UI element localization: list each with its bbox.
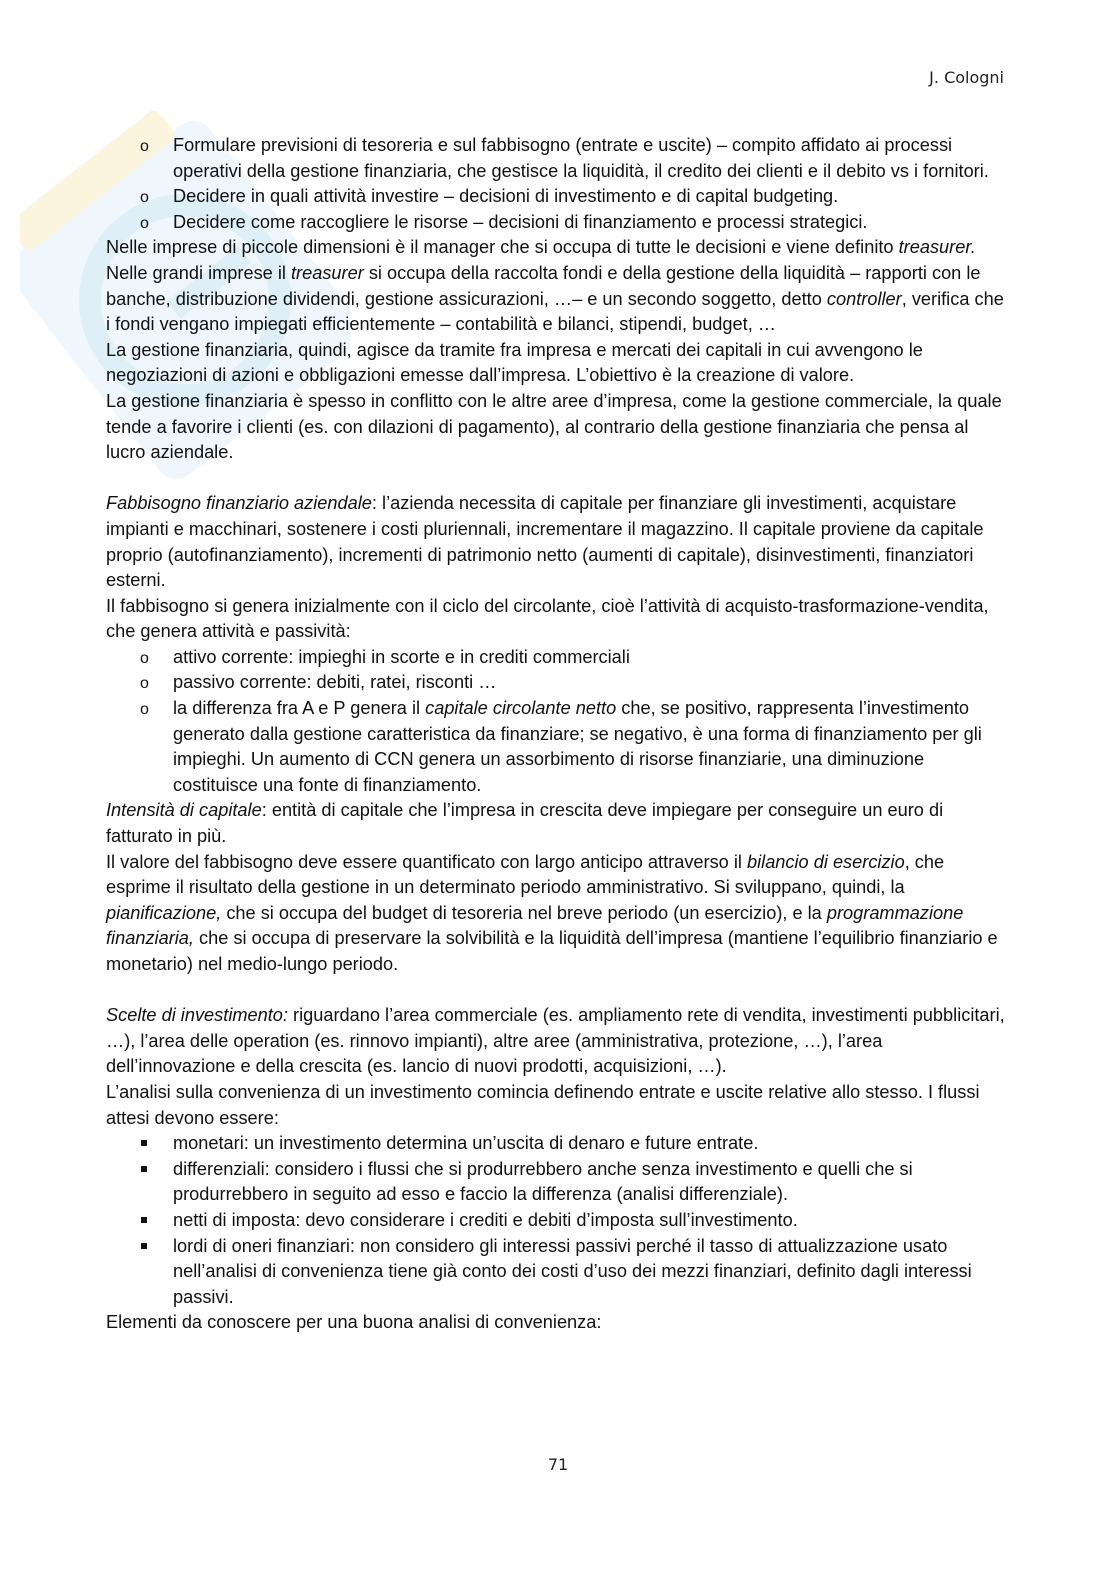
flussi-list [106, 1131, 1006, 1310]
page-number: 71 [547, 1455, 569, 1474]
page-header-author: J. Cologni [929, 68, 1004, 87]
paragraph-fabbisogno: Fabbisogno finanziario aziendale: l’azienda necessita di capitale per finanziare gli investimenti, acquistare impianti e macchinari, sostenere i costi pluriennali, incrementare il magazzino. Il capitale proviene da capitale proprio (autofinanziamento), incrementi di patrimonio netto (aumenti di capitale), disinvestimenti, finanziatori esterni. [106, 493, 984, 591]
list-item: o passivo corrente: debiti, ratei, risconti … [106, 670, 1006, 696]
list-item: differenziali: considero i flussi che si produrrebbero anche senza investimento e quelli che si produrrebbero in seguito ad esso e faccio la differenza (analisi differenziale). [106, 1157, 1006, 1208]
paragraph-treasurer: Nelle imprese di piccole dimensioni è il manager che si occupa di tutte le decisioni e viene definito treasurer. Nelle grandi imprese il treasurer si occupa della raccolta fondi e della gestione della liquidità – rapporti con le banche, distribuzione dividendi, gestione assicurazioni, …– e un secondo soggetto, detto controller, verifica che i fondi vengano impiegati efficientemente – contabilità e bilanci, stipendi, budget, … [106, 237, 1004, 335]
objectives-list [106, 133, 1006, 235]
list-item: o attivo corrente: impieghi in scorte e in crediti commerciali [106, 645, 1006, 671]
list-item: o Formulare previsioni di tesoreria e sul fabbisogno (entrate e uscite) – compito affidato ai processi operativi della gestione finanziaria, che gestisce la liquidità, il credito dei clienti e il debito vs i fornitori. [106, 133, 1006, 184]
list-item: monetari: un investimento determina un’uscita di denaro e future entrate. [106, 1131, 1006, 1157]
paragraph-intermediary: La gestione finanziaria, quindi, agisce da tramite fra impresa e mercati dei capitali in cui avvengono le negoziazioni di azioni e obbligazioni emesse dall’impresa. L’obiettivo è la creazione di valore. [106, 339, 923, 386]
paragraph-elementi: Elementi da conoscere per una buona analisi di convenienza: [106, 1312, 602, 1333]
list-item: netti di imposta: devo considerare i crediti e debiti d’imposta sull’investimento. [106, 1208, 1006, 1234]
paragraph-conflict: La gestione finanziaria è spesso in conflitto con le altre aree d’impresa, come la gestione commerciale, la quale tende a favorire i clienti (es. con dilazioni di pagamento), al contrario della gestione finanziaria che pensa al lucro aziendale. [106, 390, 1002, 463]
paragraph-analisi: L’analisi sulla convenienza di un investimento comincia definendo entrate e uscite relative allo stesso. I flussi attesi devono essere: [106, 1081, 980, 1128]
paragraph-circolante: Il fabbisogno si genera inizialmente con il ciclo del circolante, cioè l’attività di acquisto-trasformazione-vendita, che genera attività e passività: [106, 595, 989, 642]
paragraph-intensita: Intensità di capitale: entità di capitale che l’impresa in crescita deve impiegare per conseguire un euro di fatturato in più. [106, 800, 944, 847]
document-body [106, 133, 1006, 1336]
paragraph-bilancio: Il valore del fabbisogno deve essere quantificato con largo anticipo attraverso il bilancio di esercizio, che esprime il risultato della gestione in un determinato periodo amministrativo. Si sviluppano, quindi, la pianificazione, che si occupa del budget di tesoreria nel breve periodo (un esercizio), e la programmazione finanziaria, che si occupa di preservare la solvibilità e la liquidità dell’impresa (mantiene l’equilibrio finanziario e monetario) nel medio-lungo periodo. [106, 851, 998, 974]
list-item: o Decidere come raccogliere le risorse – decisioni di finanziamento e processi strategici. [106, 210, 1006, 236]
list-item: o Decidere in quali attività investire – decisioni di investimento e di capital budgeting. [106, 184, 1006, 210]
circolante-list [106, 645, 1006, 799]
paragraph-scelte: Scelte di investimento: riguardano l’area commerciale (es. ampliamento rete di vendita, investimenti pubblicitari, …), l’area delle operation (es. rinnovo impianti), altre aree (amministrativa, protezione, …), l’area dell’innovazione e della crescita (es. lancio di nuovi prodotti, acquisizioni, …). [106, 1005, 1005, 1077]
list-item: lordi di oneri finanziari: non considero gli interessi passivi perché il tasso di attualizzazione usato nell’analisi di convenienza tiene già conto dei costi d’uso dei mezzi finanziari, definito dagli interessi passivi. [106, 1234, 1006, 1311]
list-item: o la differenza fra A e P genera il capitale circolante netto che, se positivo, rappresenta l’investimento generato dalla gestione caratteristica da finanziare; se negativo, è una forma di finanziamento per gli impieghi. Un aumento di CCN genera un assorbimento di risorse finanziarie, una diminuzione costituisce una fonte di finanziamento. [106, 696, 1006, 798]
